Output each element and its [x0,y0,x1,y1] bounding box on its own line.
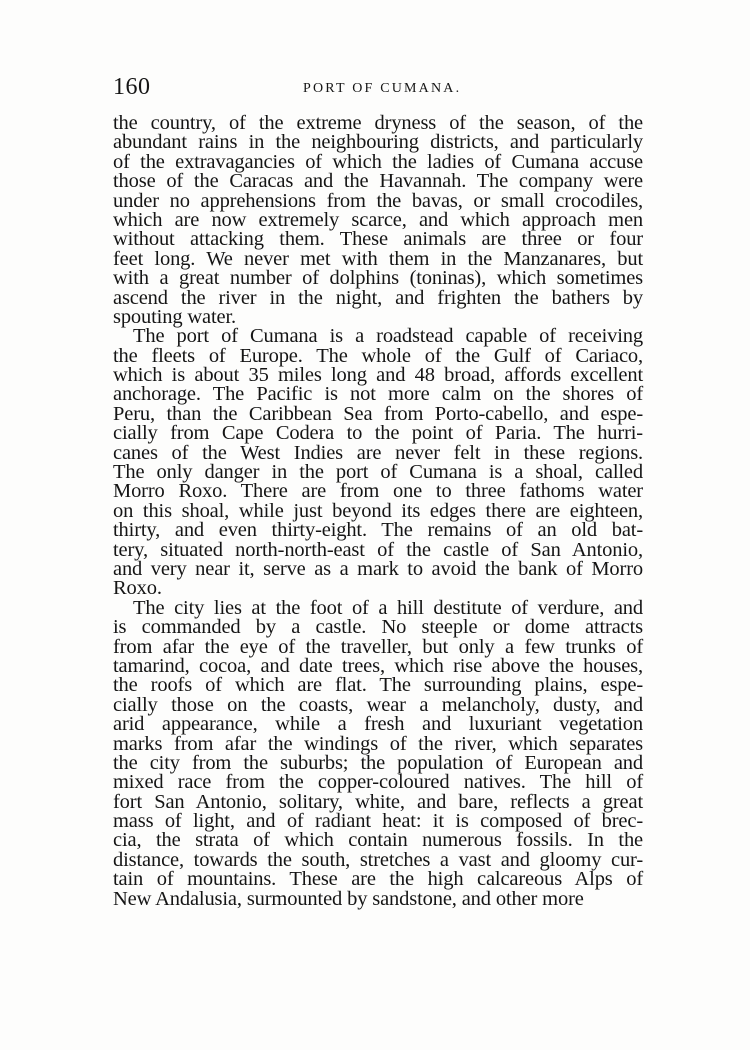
text-line: those of the Caracas and the Havannah. The company were [113,170,643,193]
text-line: The city lies at the foot of a hill destitute of verdure, and [133,596,643,619]
text-line: fort San Antonio, solitary, white, and bare, reflects a great [113,790,643,813]
text-line: tamarind, cocoa, and date trees, which rise above the houses, [113,654,643,677]
body-text [113,114,643,909]
text-line: with a great number of dolphins (toninas), which sometimes [113,267,643,290]
text-line: abundant rains in the neighbouring districts, and particularly [113,131,643,154]
paragraph [113,596,643,910]
text-line: arid appearance, while a fresh and luxuriant vegetation [113,713,643,736]
text-line: Morro Roxo. There are from one to three fathoms water [113,480,643,503]
text-line: cia, the strata of which contain numerous fossils. In the [113,829,643,852]
text-line: ascend the river in the night, and frighten the bathers by [113,286,643,309]
paragraph [113,114,643,327]
text-line: The only danger in the port of Cumana is a shoal, called [113,461,643,484]
paragraph [113,327,643,598]
page-number: 160 [113,74,151,100]
text-line: on this shoal, while just beyond its edges there are eighteen, [113,499,643,522]
text-line: which is about 35 miles long and 48 broad, affords excellent [113,364,643,387]
text-line: without attacking them. These animals are three or four [113,228,643,251]
text-line: New Andalusia, surmounted by sandstone, and other more [113,887,584,910]
text-line: the fleets of Europe. The whole of the Gulf of Cariaco, [113,344,643,367]
text-line: The port of Cumana is a roadstead capable of receiving [133,325,643,348]
text-line: feet long. We never met with them in the Manzanares, but [113,247,643,270]
text-line: Roxo. [113,577,162,600]
text-line: tain of mountains. These are the high calcareous Alps of [113,868,643,891]
text-line: canes of the West Indies are never felt in these regions. [113,441,643,464]
text-line: cially those on the coasts, wear a melancholy, dusty, and [113,693,643,716]
text-line: mass of light, and of radiant heat: it is composed of brec- [113,810,643,833]
text-line: the roofs of which are flat. The surrounding plains, espe- [113,674,643,697]
text-line: of the extravagancies of which the ladies of Cumana accuse [113,150,643,173]
text-line: Peru, than the Caribbean Sea from Porto-cabello, and espe- [113,402,643,425]
text-line: marks from afar the windings of the river, which separates [113,732,643,755]
text-line: distance, towards the south, stretches a vast and gloomy cur- [113,848,643,871]
text-line: anchorage. The Pacific is not more calm on the shores of [113,383,643,406]
running-title: PORT OF CUMANA. [303,81,462,96]
text-line: tery, situated north-north-east of the castle of San Antonio, [113,538,643,561]
text-line: the country, of the extreme dryness of the season, of the [113,112,643,134]
running-head [113,74,643,104]
text-line: spouting water. [113,305,237,328]
text-line: the city from the suburbs; the population of European and [113,751,643,774]
text-line: and very near it, serve as a mark to avoid the bank of Morro [113,557,643,580]
text-line: cially from Cape Codera to the point of Paria. The hurri- [113,422,643,445]
text-line: which are now extremely scarce, and which approach men [113,208,643,231]
text-line: from afar the eye of the traveller, but only a few trunks of [113,635,643,658]
text-line: mixed race from the copper-coloured natives. The hill of [113,771,643,794]
text-line: under no apprehensions from the bavas, or small crocodiles, [113,189,643,212]
text-line: is commanded by a castle. No steeple or dome attracts [113,616,643,639]
text-line: thirty, and even thirty-eight. The remains of an old bat- [113,519,643,542]
